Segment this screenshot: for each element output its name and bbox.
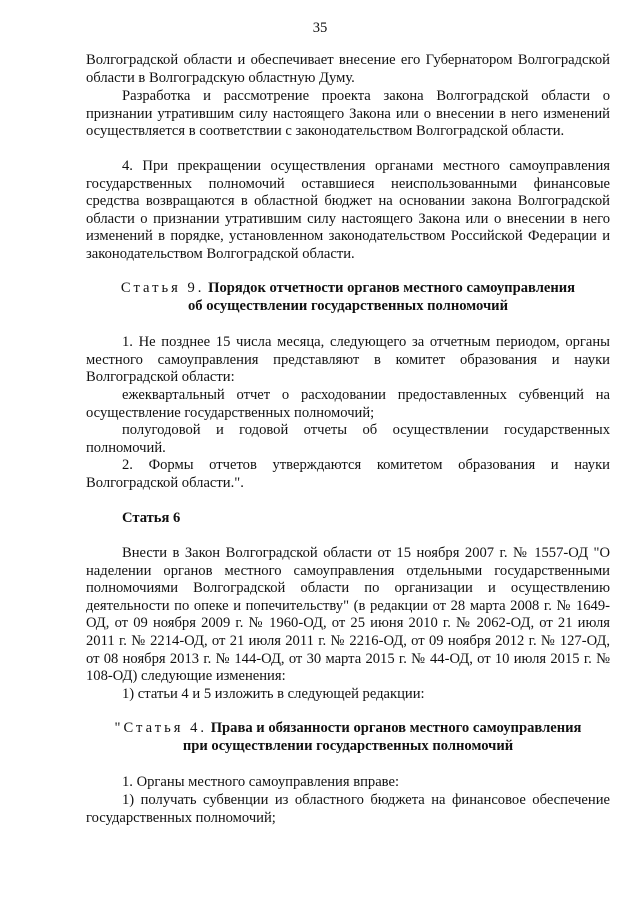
- article-6-heading: Статья 6: [122, 510, 181, 526]
- article-4-title-line2: при осуществлении государственных полномочий: [182, 737, 514, 754]
- paragraph-articles-4-5: 1) статьи 4 и 5 изложить в следующей редакции:: [122, 686, 425, 702]
- paragraph-termination: 4. При прекращении осуществления органами местного самоуправления государственных полномочий оставшиеся неиспользованными финансовые средства возвращаются в областной бюджет на основании закона Волгоградской области о признании утратившим силу настоящего Закона или о внесении в него изменений в порядке, установленном законодательством Российской Федерации и законодательством Волгоградской области.: [86, 158, 610, 262]
- page-number: 35: [312, 20, 328, 36]
- article-4-heading: [86, 720, 610, 755]
- article-4-title-line1: Права и обязанности органов местного самоуправления: [210, 720, 582, 736]
- paragraph-quarterly-report: ежеквартальный отчет о расходовании предоставленных субвенций на осуществление государственных полномочий;: [86, 387, 610, 421]
- article-4-prefix: "Статья 4.: [114, 720, 208, 736]
- paragraph-semiannual-report: полугодовой и годовой отчеты об осуществлении государственных полномочий.: [86, 422, 610, 456]
- paragraph-reporting-deadline: 1. Не позднее 15 числа месяца, следующего за отчетным периодом, органы местного самоуправления представляют в комитет образования и науки Волгоградской области:: [86, 334, 610, 386]
- paragraph-report-forms: 2. Формы отчетов утверждаются комитетом образования и науки Волгоградской области.".: [86, 457, 610, 491]
- article-9-heading: [86, 280, 610, 315]
- paragraph-governor: Волгоградской области и обеспечивает внесение его Губернатором Волгоградской области в Волгоградскую областную Думу.: [86, 52, 610, 86]
- article-9-title-line2: об осуществлении государственных полномочий: [188, 297, 508, 314]
- paragraph-subventions: 1) получать субвенции из областного бюджета на финансовое обеспечение государственных полномочий;: [86, 792, 610, 826]
- paragraph-rights: 1. Органы местного самоуправления вправе:: [122, 774, 400, 790]
- article-9-title-line1: Порядок отчетности органов местного самоуправления: [208, 280, 576, 296]
- paragraph-development: Разработка и рассмотрение проекта закона Волгоградской области о признании утратившим силу настоящего Закона или о внесении в него изменений осуществляется в соответствии с законодательством Волгоградской области.: [86, 88, 610, 140]
- article-9-prefix: Статья 9.: [120, 280, 205, 296]
- paragraph-amendments: Внести в Закон Волгоградской области от 15 ноября 2007 г. № 1557-ОД "О наделении органов местного самоуправления отдельными государственными полномочиями Волгоградской области по организации и осуществлению деятельности по опеке и попечительству" (в редакции от 28 марта 2008 г. № 1649-ОД, от 09 ноября 2009 г. № 1960-ОД, от 25 июня 2010 г. № 2062-ОД, от 21 июля 2011 г. № 2214-ОД, от 21 июля 2011 г. № 2216-ОД, от 09 ноября 2012 г. № 127-ОД, от 08 ноября 2013 г. № 144-ОД, от 30 марта 2015 г. № 44-ОД, от 10 июля 2015 г. № 108-ОД) следующие изменения:: [86, 545, 610, 685]
